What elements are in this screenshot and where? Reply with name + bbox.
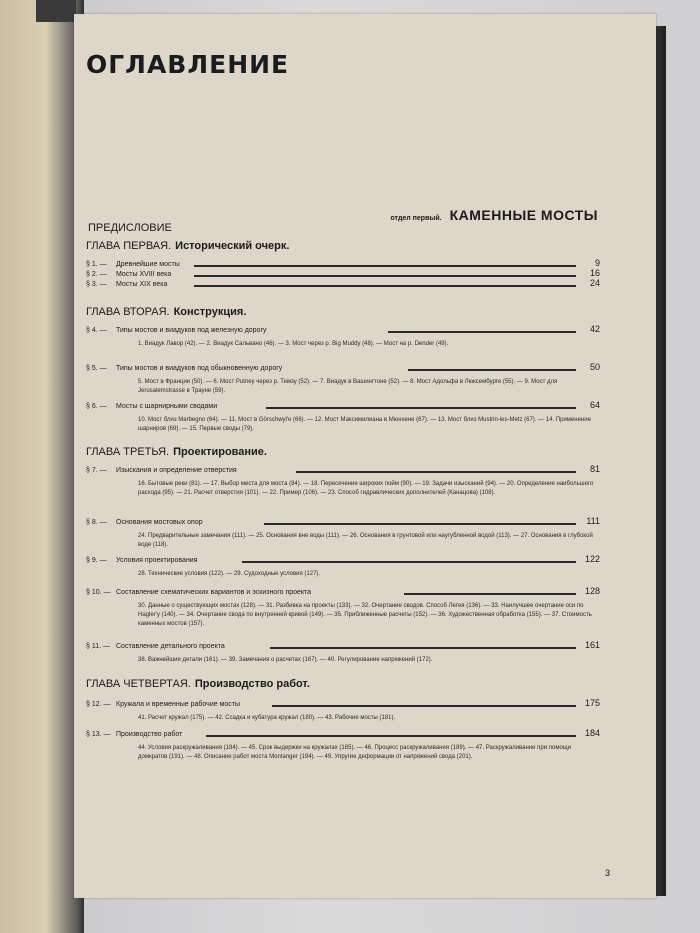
entry-page: 161: [584, 640, 600, 650]
entry-details: 10. Мост близ Marbegno (64). — 11. Мост в Görschwyl'e (66). — 12. Мост Максимилиана в Мюнхене (67). — 13. Мост близ Mustrin-les-Metz (67). — 14. Применение шарниров (69). — 15. Первые своды (79).: [138, 417, 591, 432]
leader-line: [270, 647, 576, 649]
leader-line: [242, 561, 576, 563]
leader-line: [264, 523, 576, 525]
leader-line: [404, 593, 576, 595]
book-page: [74, 14, 656, 898]
entry-page: 81: [589, 464, 600, 474]
entry-number: § 2. —: [86, 271, 107, 278]
entry-title: Древнейшие мосты: [116, 261, 180, 268]
entry-title: Условия проектирования: [116, 557, 198, 564]
entry-details: 24. Предварительные замечания (111). — 25. Основания вне воды (111). — 26. Основания в грунтовой или наугубленной водой (113). — 27. Основания в глубокой воде (118).: [138, 533, 593, 548]
entry-number: § 5. —: [86, 365, 107, 372]
entry-page: 128: [584, 586, 600, 596]
chapter-heading: [86, 240, 289, 252]
section-title: КАМЕННЫЕ МОСТЫ: [449, 207, 598, 223]
chapter-subtitle: Производство работ.: [194, 678, 310, 690]
chapter-heading: [86, 678, 310, 690]
entry-title: Типы мостов и виадуков под железную дорогу: [116, 327, 267, 334]
entry-number: § 13. —: [86, 731, 111, 738]
chapter-label: ГЛАВА ТРЕТЬЯ.: [86, 446, 170, 458]
toc-entry: [86, 364, 600, 376]
entry-title: Основания мостовых опор: [116, 519, 203, 526]
leader-line: [408, 369, 576, 371]
toc-entry: [86, 642, 600, 654]
entry-page: 184: [584, 728, 600, 738]
leader-line: [206, 735, 576, 737]
entry-page: 9: [594, 258, 600, 268]
entry-number: § 10. —: [86, 589, 111, 596]
page-number: 3: [604, 868, 610, 878]
entry-details: 41. Расчет кружал (175). — 42. Ссадка и кубатура кружал (180). — 43. Рабочие мосты (181).: [138, 715, 396, 721]
chapter-subtitle: Исторический очерк.: [175, 240, 290, 252]
entry-number: § 12. —: [86, 701, 111, 708]
entry-details: 28. Технические условия (122). — 29. Судоходные условия (127).: [138, 571, 321, 577]
leader-line: [194, 275, 576, 277]
toc-entry: [86, 700, 600, 712]
leader-line: [296, 471, 576, 473]
leader-line: [194, 265, 576, 267]
leader-line: [272, 705, 576, 707]
chapter-subtitle: Конструкция.: [173, 306, 247, 318]
entry-number: § 9. —: [86, 557, 107, 564]
leader-line: [194, 285, 576, 287]
toc-entry: [86, 326, 600, 338]
entry-title: Составление схематических вариантов и эскизного проекта: [116, 589, 312, 596]
chapter-subtitle: Проектирование.: [173, 446, 267, 458]
entry-number: § 8. —: [86, 519, 107, 526]
entry-details: 5. Мост в Франции (50). — 6. Мост Putney через р. Темзу (52). — 7. Виадук в Вашингтоне (52). — 8. Мост Адольфа в Люксембурге (55). — 9. Мост для Jerusalemstrasse в Трауне (59).: [138, 379, 558, 394]
entry-number: § 7. —: [86, 467, 107, 474]
entry-details: 38. Важнейшие детали (161). — 39. Замечания о расчетах (167). — 40. Регулирование напряжений (172).: [138, 657, 433, 663]
entry-page: 122: [584, 554, 600, 564]
entry-title: Типы мостов и виадуков под обыкновенную дорогу: [116, 365, 283, 372]
entry-page: 16: [589, 268, 600, 278]
entry-page: 64: [589, 400, 600, 410]
toc-entry: [86, 518, 600, 530]
page-title: ОГЛАВЛЕНИЕ: [86, 50, 290, 79]
entry-details: 30. Данные о существующих мостах (128). — 31. Разбивка на проекты (133). — 32. Очертание сводов. Способ Легея (136). — 33. Наилучшее очертание оси по Hagler'y (140). — 34. Очертание свода по внутренней кривой (149). — 35. Приближенные расчеты (152). — 36. Художественная обработка (155). — 37. Стоимость каменных мостов (157).: [138, 603, 592, 627]
entry-number: § 1. —: [86, 261, 107, 268]
entry-number: § 6. —: [86, 403, 107, 410]
entry-title: Кружала и временные рабочие мосты: [116, 701, 241, 708]
chapter-label: ГЛАВА ВТОРАЯ.: [86, 306, 170, 318]
leader-line: [266, 407, 576, 409]
entry-title: Изыскания и определение отверстия: [116, 467, 237, 474]
entry-number: § 11. —: [86, 643, 110, 650]
entry-details: 1. Виадук Лавор (42). — 2. Виадук Сальвано (46). — 3. Мост через р. Big Muddy (48). — Мост на р. Dender (49).: [138, 341, 449, 347]
entry-title: Составление детального проекта: [116, 643, 225, 650]
entry-details: 44. Условия раскружаливания (184). — 45. Срок выдержки на кружалах (185). — 46. Процесс раскружаливания (189). — 47. Раскружаливание при помощи домкратов (191). — 48. Описание работ моста Montanger (194). — 49. Упругие деформации от напряжений свода (201).: [138, 745, 572, 760]
entry-number: § 4. —: [86, 327, 107, 334]
entry-title: Производство работ: [116, 731, 183, 738]
entry-page: 50: [589, 362, 600, 372]
entry-details: 16. Бытовые реки (81). — 17. Выбор места для моста (84). — 18. Пересечение широких пойм (90). — 19. Задачи изысканий (94). — 20. Определение наибольшего расхода (95). — 21. Расчет отверстия (101). — 22. Пример (106). — 23. Способ гидравлических дополнителей (Канацова) (108).: [138, 481, 594, 496]
entry-title: Мосты с шарнирными сводами: [116, 403, 218, 410]
entry-page: 175: [584, 698, 600, 708]
entry-title: Мосты XIX века: [116, 281, 168, 288]
section-header: [391, 207, 598, 223]
entry-title: Мосты XVIII века: [116, 271, 172, 278]
toc-entry: [86, 466, 600, 478]
entry-page: 24: [589, 278, 600, 288]
section-label-small: отдел первый.: [390, 215, 442, 222]
leader-line: [388, 331, 576, 333]
entry-page: 111: [586, 516, 600, 526]
toc-entry: [86, 588, 600, 600]
entry-number: § 3. —: [86, 281, 107, 288]
chapter-label: ГЛАВА ЧЕТВЕРТАЯ.: [86, 678, 191, 690]
preface-heading: ПРЕДИСЛОВИЕ: [88, 222, 172, 234]
entry-page: 42: [589, 324, 600, 334]
chapter-label: ГЛАВА ПЕРВАЯ.: [86, 240, 172, 252]
book-cover-top: [36, 0, 76, 22]
chapter-heading: [86, 446, 267, 458]
toc-entry: [86, 556, 600, 568]
book-cover-left: [0, 0, 84, 933]
toc-entry: [86, 280, 600, 292]
toc-entry: [86, 402, 600, 414]
toc-entry: [86, 730, 600, 742]
chapter-heading: [86, 306, 246, 318]
